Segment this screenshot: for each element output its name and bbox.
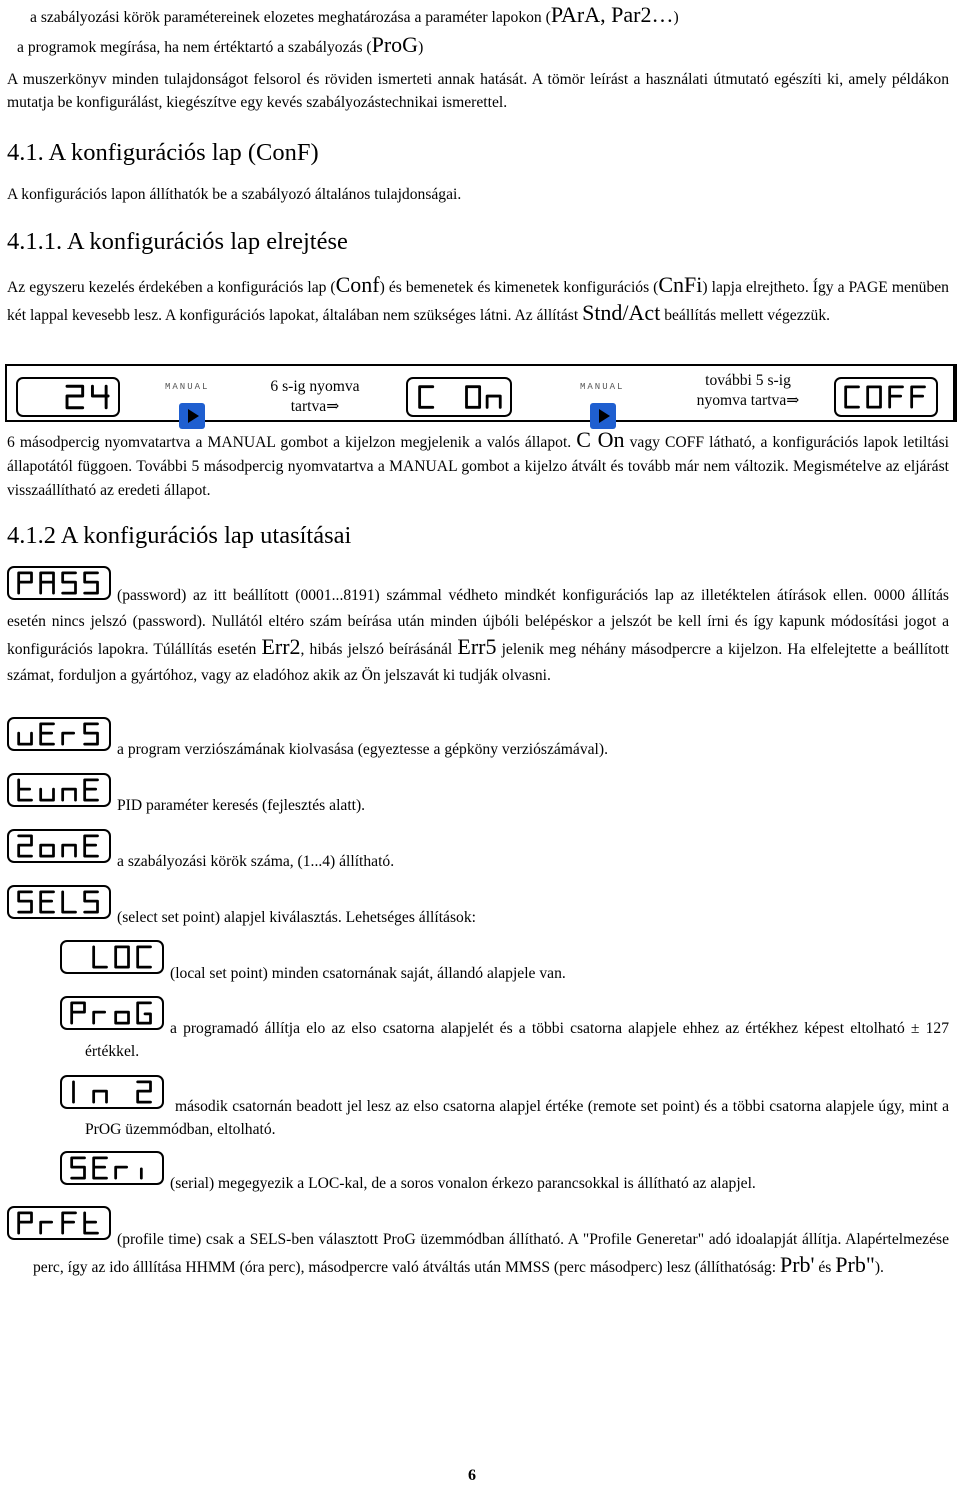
page-number: 6: [468, 1467, 476, 1484]
vers-text: a program verziószámának kiolvasása (egyeztesse a gépköny verziószámával).: [117, 741, 608, 758]
prft-paragraph: (profile time) csak a SELS-ben választott ProG üzemmódban állítható. A "Profile Generetar" adó idoalapját állítja. Alapértelmezése perc, így az ido álllítása HHMM (óra perc), másodpercre való átváltás után MMSS (perc másodperc) lesz (állíthatóság: Prb' és Prb").: [33, 1231, 949, 1277]
lcd-vers: [7, 717, 111, 751]
lcd-digits-zone: [15, 833, 103, 859]
intro-paragraph: A muszerkönyv minden tulajdonságot felsorol és röviden ismerteti annak hatását. A tömör leírást a használati útmutató egészíti ki, amely példákon mutatja be konfigurálást, kiegészítve egy kevés szabályozástechnikai ismerettel.: [7, 71, 949, 111]
play-icon: [179, 403, 205, 429]
sequence-paragraph: 6 másodpercig nyomvatartva a MANUAL gombot a kijelzon megjelenik a valós állapot. C On vagy COFF látható, a konfigurációs lapok letiltási állapotától függoen. További 5 másodpercig nyomvatartva a MANUAL gombot a kijelzo átvált és tovább már nem változik. Megismételve az eljárást visszaállítható az eredeti állapot.: [7, 427, 949, 499]
manual-button-2[interactable]: [580, 376, 624, 429]
zone-text: a szabályozási körök száma, (1...4) állítható.: [117, 853, 395, 870]
lcd-digits-c-on: [414, 382, 504, 412]
loc-text: (local set point) minden csatornának saját, állandó alapjele van.: [170, 965, 566, 982]
seri-text: (serial) megegyezik a LOC-kal, de a soros vonalon érkezo parancsokkal is állítható az alapjel.: [170, 1175, 756, 1192]
play-icon: [590, 403, 616, 429]
frame-edge: [955, 364, 957, 422]
manual-button-1[interactable]: [165, 376, 209, 429]
lcd-tune: [7, 773, 111, 807]
lcd-display-coff: [834, 377, 938, 417]
lcd-digits-vers: [15, 721, 103, 747]
lcd-digits-seri: [68, 1155, 156, 1181]
top-line-1: a szabályozási körök paramétereinek elozetes meghatározása a paraméter lapokon (PArA, Par2…): [30, 2, 679, 27]
section-4-1-heading: 4.1. A konfigurációs lap (ConF): [7, 139, 319, 166]
section-4-1-2-heading: 4.1.2 A konfigurációs lap utasításai: [7, 522, 352, 549]
tune-text: PID paraméter keresés (fejlesztés alatt).: [117, 797, 366, 814]
lcd-digits-loc: [68, 944, 156, 970]
manual-label-2: MANUAL: [580, 382, 625, 392]
lcd-digits-sels: [15, 889, 103, 915]
top-line-2: a programok megírása, ha nem értéktartó a szabályozás (ProG): [17, 32, 424, 57]
lcd-seri: [60, 1151, 164, 1185]
lcd-digits-tune: [15, 777, 103, 803]
step-2-text: további 5 s-ig nyomva tartva⇒: [696, 372, 800, 409]
prog-text: a programadó állítja elo az elso csatorna alapjelét és a többi csatorna alapjele ehhez az értékhez képest eltolható ± 127 értékkel.: [85, 1020, 949, 1060]
manual-label-1: MANUAL: [165, 382, 210, 392]
in2-text: második csatornán beadott jel lesz az elso csatorna alapjel értéke (remote set point) és a többi csatorna alapjele úgy, mint a PrOG üzemmódban, eltolható.: [85, 1098, 949, 1138]
section-4-1-1-paragraph: Az egyszeru kezelés érdekében a konfigurációs lap (Conf) és bemenetek és kimenetek konfigurációs (CnFi) lapja elrejtheto. Így a PAGE menüben két lappal kevesebb lesz. A konfigurációs lapokat, általában nem szükséges látni. Az állítást Stnd/Act beállítás mellett végezzük.: [7, 272, 949, 325]
sels-text: (select set point) alapjel kiválasztás. Lehetséges állítások:: [117, 909, 476, 926]
lcd-loc: [60, 940, 164, 974]
lcd-display-c-on: [406, 377, 512, 417]
lcd-zone: [7, 829, 111, 863]
section-4-1-1-heading: 4.1.1. A konfigurációs lap elrejtése: [7, 228, 348, 255]
step-1-text: 6 s-ig nyomva tartva⇒: [270, 378, 360, 415]
lcd-digits-24: [24, 382, 112, 412]
lcd-display-24: [16, 377, 120, 417]
lcd-sels: [7, 885, 111, 919]
section-4-1-text: A konfigurációs lapon állíthatók be a szabályozó általános tulajdonságai.: [7, 186, 462, 203]
pass-paragraph: (password) az itt beállított (0001...8191) számmal védheto mindkét konfigurációs lap az illetéktelen átírások ellen. 0000 állítás esetén nincs jelszó (password). Nullától eltéro szám beírása után minden újbóli belépéskor a jelszót be kell írni és így kapunk módosítási jogot a konfigurációs lapokra. Túlállítás esetén Err2, hibás jelszó beírásánál Err5 jelenik meg néhány másodpercre a kijelzon. Ha elfelejtette a beállított számat, forduljon a gyártóhoz, vagy az eladóhoz akik az Ön jelszavát ki tudják olvasni.: [7, 587, 949, 684]
lcd-digits-coff: [842, 382, 930, 412]
